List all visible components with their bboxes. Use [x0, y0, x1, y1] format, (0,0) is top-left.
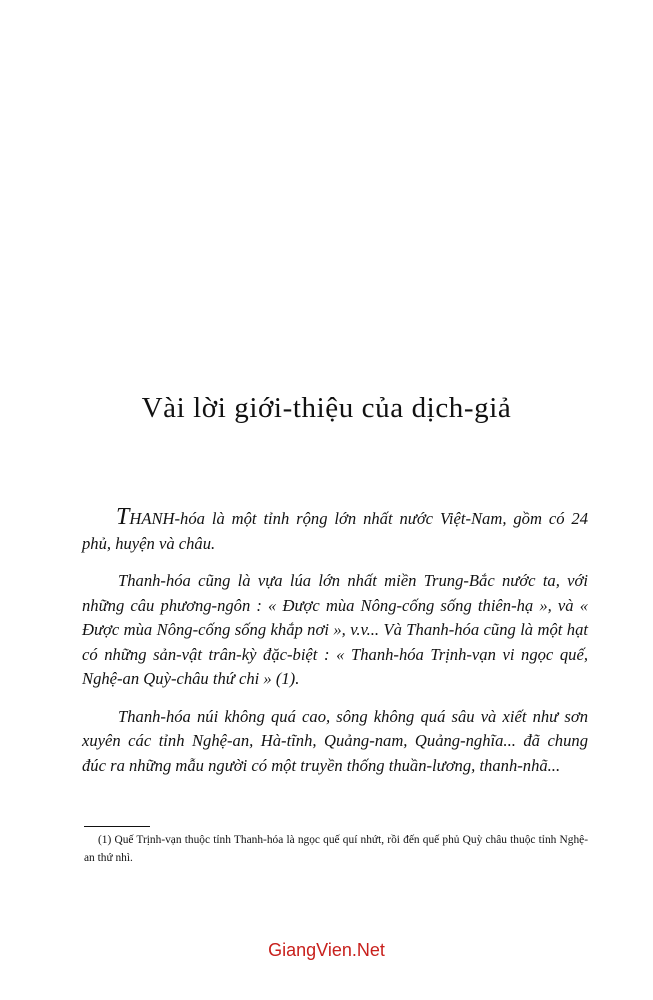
- paragraph-1: [82, 505, 588, 556]
- paragraph-1-text: HANH-hóa là một tỉnh rộng lớn nhất nước Việt-Nam, gồm có 24 phủ, huyện và châu.: [82, 509, 588, 553]
- paragraph-3: Thanh-hóa núi không quá cao, sông không quá sâu và xiết như sơn xuyên các tỉnh Nghệ-an, Hà-tĩnh, Quảng-nam, Quảng-nghĩa... đã chung đúc ra những mẫu người có một truyền thống thuần-lương, thanh-nhã...: [82, 706, 588, 775]
- intro-body: [82, 505, 588, 791]
- chapter-title: Vài lời giới-thiệu của dịch-giả: [141, 392, 512, 424]
- drop-cap: T: [116, 504, 130, 530]
- paragraph-2: Thanh-hóa cũng là vựa lúa lớn nhất miền Trung-Bắc nước ta, với những câu phương-ngôn : « Được mùa Nông-cống sống thiên-hạ », và « Được mùa Nông-cống sống khắp nơi », v.v... Và Thanh-hóa cũng là một hạt có những sản-vật trân-kỳ đặc-biệt : « Thanh-hóa Trịnh-vạn vi ngọc quế, Nghệ-an Quỳ-châu thứ chi » (1).: [82, 571, 588, 688]
- site-watermark: GiangVien.Net: [268, 940, 385, 960]
- footnote-divider: [84, 826, 150, 827]
- footnote-1: (1) Quế Trịnh-vạn thuộc tỉnh Thanh-hóa là ngọc quế quí nhứt, rồi đến quế phủ Quỳ châu thuộc tỉnh Nghệ-an thứ nhì.: [84, 834, 588, 864]
